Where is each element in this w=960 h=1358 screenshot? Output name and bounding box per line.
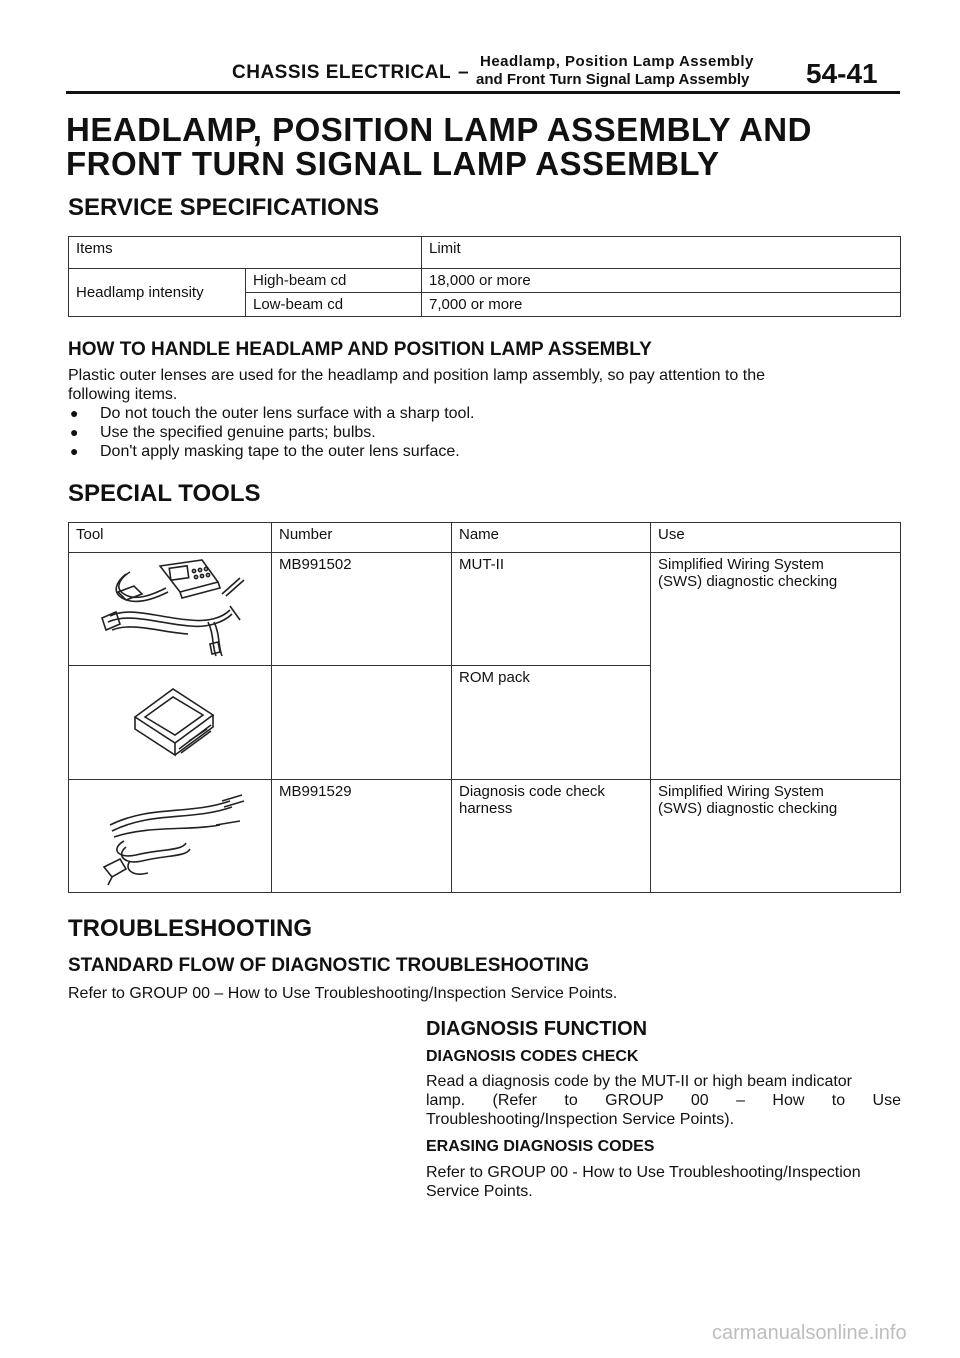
- erasing-line2: Service Points.: [426, 1183, 533, 1200]
- special-tools-table: [68, 522, 901, 893]
- handling-intro-line2: following items.: [68, 386, 178, 403]
- spec-limit-high-beam: 18,000 or more: [422, 269, 901, 293]
- tool-use: [651, 553, 901, 780]
- header-subtitle-line2: and Front Turn Signal Lamp Assembly: [476, 71, 750, 88]
- tool-name-line1: Diagnosis code check: [459, 783, 605, 800]
- tool-number: MB991529: [272, 780, 452, 893]
- watermark: carmanualsonline.info: [712, 1322, 907, 1344]
- special-tools-heading: SPECIAL TOOLS: [68, 480, 261, 507]
- handling-bullet-list: [70, 404, 900, 461]
- tool-name: [452, 780, 651, 893]
- tools-header-tool: Tool: [69, 523, 272, 553]
- service-specs-heading: SERVICE SPECIFICATIONS: [68, 194, 380, 221]
- bullet-text: Do not touch the outer lens surface with a sharp tool.: [100, 405, 475, 422]
- bullet-icon: ●: [70, 405, 79, 421]
- tool-use-line1: Simplified Wiring System: [658, 783, 824, 800]
- tool-name: ROM pack: [452, 666, 651, 780]
- tools-header-number: Number: [272, 523, 452, 553]
- header-subtitle-line1: Headlamp, Position Lamp Assembly: [480, 53, 754, 70]
- tool-number: MB991502: [272, 553, 452, 666]
- codes-check-line2: lamp. (Refer to GROUP 00 – How to Use: [426, 1092, 901, 1109]
- list-item: [70, 423, 900, 442]
- tool-image-cell: [69, 553, 272, 666]
- tool-image-cell: [69, 666, 272, 780]
- flow-heading: STANDARD FLOW OF DIAGNOSTIC TROUBLESHOOTING: [68, 955, 590, 976]
- spec-header-limit: Limit: [422, 237, 901, 269]
- check-harness-icon: [90, 785, 250, 889]
- tool-use-line2: (SWS) diagnostic checking: [658, 573, 838, 590]
- spec-header-items: Items: [69, 237, 422, 269]
- erasing-heading: ERASING DIAGNOSIS CODES: [426, 1138, 655, 1155]
- table-row: [69, 780, 901, 893]
- bullet-text: Use the specified genuine parts; bulbs.: [100, 424, 376, 441]
- page-title-line1: HEADLAMP, POSITION LAMP ASSEMBLY AND: [66, 111, 812, 148]
- header-dash: –: [458, 62, 469, 83]
- tool-name: MUT-II: [452, 553, 651, 666]
- codes-check-line3: Troubleshooting/Inspection Service Points).: [426, 1111, 735, 1128]
- rom-pack-icon: [95, 671, 245, 771]
- tool-use-line1: Simplified Wiring System: [658, 556, 824, 573]
- tools-header-use: Use: [651, 523, 901, 553]
- codes-check-line1: Read a diagnosis code by the MUT-II or high beam indicator: [426, 1073, 853, 1090]
- spec-item-high-beam: High-beam cd: [246, 269, 422, 293]
- list-item: [70, 404, 900, 423]
- header-section: CHASSIS ELECTRICAL: [232, 62, 452, 83]
- service-specs-table: [68, 236, 901, 317]
- spec-item-low-beam: Low-beam cd: [246, 293, 422, 317]
- codes-check-heading: DIAGNOSIS CODES CHECK: [426, 1048, 639, 1065]
- page-title-line2: FRONT TURN SIGNAL LAMP ASSEMBLY: [66, 145, 720, 182]
- spec-limit-low-beam: 7,000 or more: [422, 293, 901, 317]
- page-number: 54-41: [806, 58, 878, 89]
- tool-name-line2: harness: [459, 800, 513, 817]
- tool-image-cell: [69, 780, 272, 893]
- table-row: [69, 553, 901, 666]
- spec-row-label: Headlamp intensity: [69, 269, 246, 317]
- bullet-icon: ●: [70, 424, 79, 440]
- mut-ii-tester-icon: [90, 558, 250, 662]
- handling-heading: HOW TO HANDLE HEADLAMP AND POSITION LAMP ASSEMBLY: [68, 339, 652, 360]
- erasing-line1: Refer to GROUP 00 - How to Use Troubleshooting/Inspection: [426, 1164, 861, 1181]
- header-rule: [66, 91, 900, 94]
- tool-use: [651, 780, 901, 893]
- handling-intro-line1: Plastic outer lenses are used for the headlamp and position lamp assembly, so pay attention to the: [68, 367, 765, 384]
- flow-text: Refer to GROUP 00 – How to Use Troubleshooting/Inspection Service Points.: [68, 985, 618, 1002]
- tools-header-name: Name: [452, 523, 651, 553]
- bullet-icon: ●: [70, 443, 79, 459]
- diagnosis-heading: DIAGNOSIS FUNCTION: [426, 1018, 648, 1040]
- bullet-text: Don't apply masking tape to the outer lens surface.: [100, 443, 460, 460]
- troubleshooting-heading: TROUBLESHOOTING: [68, 915, 312, 942]
- tool-number: [272, 666, 452, 780]
- tool-use-line2: (SWS) diagnostic checking: [658, 800, 838, 817]
- list-item: [70, 442, 900, 461]
